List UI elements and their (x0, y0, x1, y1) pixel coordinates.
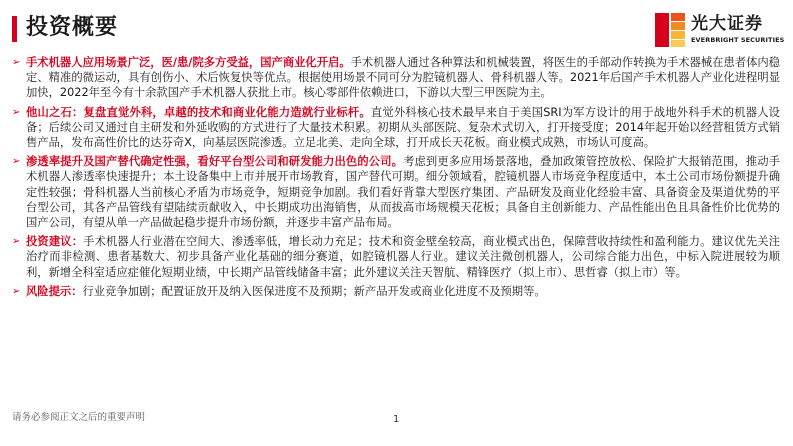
everbright-logo-icon (655, 13, 685, 47)
bullet-benchmark (12, 105, 780, 151)
bullet-body: 考虑到更多应用场景落地，叠加政策管控放松、保险扩大报销范围，推动手术机器人渗透率快速提升；本土设备集中上市并展开市场教育，国产替代可期。细分领域看，腔镜机器人市场竞争程度适中，本土公司市场份额提升确定性较强；骨科机器人当前核心矛盾为市场竞争，短期竞争加剧。我们看好背靠大型医疗集团、产品研发及商业化经验丰富、具备资金及渠道优势的平台型公司，其各产品管线有望陆续贡献收入，中长期成功出海销售，从而拔高市场规模天花板；具备自主创新能力、产品性能出色且具备性价比优势的国产公司，有望从单一产品做起稳步提升市场份额，并逐步丰富产品布局。 (26, 155, 780, 230)
logo-block-1 (655, 13, 669, 47)
logo-block-4 (671, 31, 685, 39)
title-accent-bar (12, 16, 17, 42)
bullet-investment-advice (12, 234, 780, 280)
bullet-arrow-icon: ➢ (12, 106, 21, 118)
bullet-arrow-icon: ➢ (12, 57, 21, 68)
bullet-lead: 渗透率提升及国产替代确定性强，看好平台型公司和研发能力出色的公司。 (26, 155, 404, 169)
bullet-lead: 投资建议： (26, 235, 84, 249)
bullet-arrow-icon: ➢ (12, 236, 21, 248)
bullet-risk-warning (12, 284, 780, 299)
bullet-body: 直觉外科核心技术最早来自于美国SRI为军方设计的用于战地外科手术的机器人设备；后续公司又通过自主研发和外延收购的方式进行了大量技术积累。初期从头部医院、复杂术式切入，打开接受度；2014年起开始以经营租赁方式销售产品，发布高性价比的达芬奇X，向基层医院渗透。立足北美、走向全球，打开成长天花板。商业模式成熟，市场认可度高。 (26, 105, 780, 150)
bullet-body: 手术机器人通过各种算法和机械装置，将医生的手部动作转换为手术器械在患者体内稳定、精准的微运动，具有创伤小、术后恢复快等优点。根据使用场景不同可分为腔镜机器人、骨科机器人等。2021年后国产手术机器人产业化进程明显加快，2022年至今有十余款国产手术机器人获批上市。核心零部件依赖进口，下游以大型三甲医院为主。 (26, 56, 780, 100)
logo-block-5 (671, 40, 685, 47)
bullet-body: 手术机器人行业潜在空间大、渗透率低，增长动力充足；技术和资金壁垒较高，商业模式出色，保障营收持续性和盈利能力。建议优先关注治疗而非检测、患者基数大、初步具备产业化基础的细分赛道，如腔镜机器人行业。建议关注微创机器人，公司综合能力出色，中标入院进展较为顺利，新增全科室适应症催化短期业绩，中长期产品管线储备丰富；此外建议关注天智航、精锋医疗（拟上市）、思哲睿（拟上市）等。 (26, 235, 780, 279)
bullet-lead: 手术机器人应用场景广泛，医/患/院多方受益，国产商业化开启。 (26, 56, 351, 69)
page-number: 1 (393, 414, 400, 425)
bullet-arrow-icon: ➢ (12, 285, 21, 297)
bullet-application (12, 55, 780, 101)
logo-subtitle: EVERBRIGHT SECURITIES (691, 36, 785, 44)
logo-name: 光大证券 (691, 14, 763, 34)
bullet-body: 行业竞争加剧；配置证放开及纳入医保进度不及预期；新产品开发或商业化进度不及预期等。 (82, 284, 546, 298)
disclaimer-note: 请务必参阅正文之后的重要声明 (12, 412, 146, 423)
page-title: 投资概要 (26, 15, 119, 40)
bullet-lead: 风险提示： (26, 284, 83, 298)
logo-block-2 (671, 13, 685, 21)
bullet-lead: 他山之石：复盘直觉外科，卓越的技术和商业化能力造就行业标杆。 (26, 105, 371, 119)
summary-content (12, 55, 780, 303)
logo-block-3 (671, 22, 685, 30)
everbright-logo (655, 13, 785, 49)
bullet-arrow-icon: ➢ (12, 156, 21, 168)
bullet-penetration (12, 154, 780, 230)
page-header (0, 0, 793, 56)
